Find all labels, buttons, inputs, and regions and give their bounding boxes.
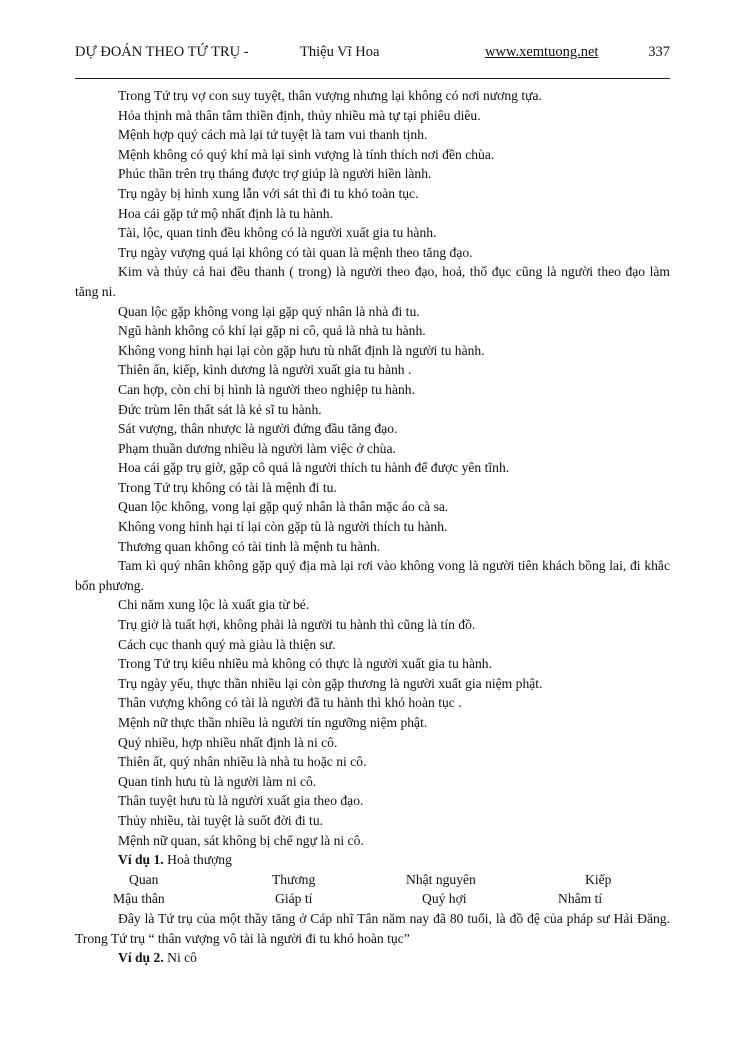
example-1-note: Đây là Tứ trụ của một thầy tăng ở Cáp nhĩ Tân năm nay đã 80 tuổi, là đồ đệ của pháp sư Hải Đăng. Trong Tứ trụ “ thân vượng vô tài là người đi tu khó hoàn tục” — [75, 910, 670, 946]
paragraph: Thiên ấn, kiếp, kình dương là người xuất gia tu hành . — [118, 362, 412, 378]
paragraph: Mệnh hợp quý cách mà lại tứ tuyệt là tam vui thanh tịnh. — [118, 127, 428, 143]
paragraph: Hoa cái gặp tứ mộ nhất định là tu hành. — [118, 205, 333, 221]
example-2-subject: Ni cô — [167, 950, 197, 966]
paragraph: Trụ ngày yếu, thực thần nhiều lại còn gặp thương là người xuất gia niệm phật. — [118, 675, 543, 691]
paragraph: Quan tinh hưu tù là người làm ni cô. — [118, 773, 317, 789]
header-book-title: DỰ ĐOÁN THEO TỨ TRỤ - — [75, 44, 249, 60]
page-number: 337 — [648, 44, 670, 60]
pillar-row-top — [75, 870, 670, 890]
paragraph-list — [75, 86, 670, 850]
example-1-subject: Hoà thượng — [167, 852, 232, 868]
paragraph: Trụ giờ là tuất hợi, không phải là người tu hành thì cũng là tín đồ. — [118, 617, 476, 633]
paragraph: Quý nhiều, hợp nhiều nhất định là ni cô. — [118, 734, 338, 750]
example-2-label: Ví dụ 2. — [118, 950, 164, 966]
header-divider — [75, 78, 670, 79]
paragraph: Không vong hình hại tí lại còn gặp tù là người thích tu hành. — [118, 519, 448, 535]
page-body — [75, 86, 670, 968]
paragraph: Đức trùm lên thất sát là kẻ sĩ tu hành. — [118, 401, 322, 417]
paragraph: Tài, lộc, quan tinh đều không có là người xuất gia tu hành. — [118, 225, 437, 241]
header-url-link[interactable]: www.xemtuong.net — [485, 44, 599, 60]
paragraph: Kim và thủy cả hai đều thanh ( trong) là người theo đạo, hoả, thổ đục cũng là người theo đạo làm tăng ni. — [75, 264, 670, 299]
paragraph: Trong Tứ trụ không có tài là mệnh đi tu. — [118, 479, 337, 495]
paragraph: Hỏa thịnh mà thân tâm thiền định, thủy nhiều mà tự tại phiêu diêu. — [118, 107, 481, 123]
pillar-bottom-day: Quý hợi — [422, 891, 467, 907]
paragraph: Thân vượng không có tài là người đã tu hành thì khó hoàn tục . — [118, 695, 462, 711]
paragraph: Trụ ngày vượng quá lại không có tài quan là mệnh theo tăng đạo. — [118, 244, 473, 260]
paragraph: Thiên ất, quý nhân nhiều là nhà tu hoặc ni cô. — [118, 754, 367, 770]
pillar-top-hour: Kiếp — [585, 871, 612, 887]
pillar-top-month: Thương — [272, 871, 316, 887]
example-2-heading — [75, 948, 670, 968]
paragraph: Ngũ hành không có khí lại gặp ni cô, quả là nhà tu hành. — [118, 323, 426, 339]
paragraph: Can hợp, còn chi bị hình là người theo nghiệp tu hành. — [118, 381, 415, 397]
paragraph: Trong Tứ trụ vợ con suy tuyệt, thân vượng nhưng lại không có nơi nương tựa. — [118, 88, 542, 103]
paragraph: Quan lộc gặp không vong lại gặp quý nhân là nhà đi tu. — [118, 303, 420, 319]
header-author: Thiệu Vĩ Hoa — [300, 44, 380, 60]
paragraph: Tam kì quý nhân không gặp quý địa mà lại rơi vào không vong là người tiên khách bồng lai, đi khắc bốn phương. — [75, 558, 670, 593]
pillar-row-bottom — [75, 889, 670, 909]
paragraph: Phúc thần trên trụ tháng được trợ giúp là người hiền lành. — [118, 166, 432, 182]
paragraph: Sát vượng, thân nhược là người đứng đầu tăng đạo. — [118, 421, 398, 437]
paragraph: Thủy nhiều, tài tuyệt là suốt đời đi tu. — [118, 812, 324, 828]
paragraph: Không vong hình hại lại còn gặp hưu tù nhất định là người tu hành. — [118, 342, 485, 358]
example-1-label: Ví dụ 1. — [118, 852, 164, 868]
paragraph: Cách cục thanh quý mà giàu là thiện sư. — [118, 636, 336, 652]
example-1-heading — [75, 850, 670, 870]
pillar-bottom-hour: Nhâm tí — [558, 891, 603, 907]
pillar-bottom-month: Giáp tí — [275, 891, 313, 907]
paragraph: Thân tuyệt hưu tù là người xuất gia theo đạo. — [118, 793, 364, 809]
pillar-bottom-year: Mậu thân — [113, 891, 165, 907]
paragraph: Hoa cái gặp trụ giờ, gặp cô quả là người thích tu hành để được yên tĩnh. — [118, 460, 510, 476]
paragraph: Chi năm xung lộc là xuất gia từ bé. — [118, 597, 310, 613]
paragraph: Phạm thuần dương nhiều là người làm việc ở chùa. — [118, 440, 396, 456]
paragraph: Trong Tứ trụ kiêu nhiều mà không có thực là người xuất gia tu hành. — [118, 656, 492, 672]
paragraph: Mệnh nữ quan, sát không bị chế ngự là ni cô. — [118, 832, 364, 848]
paragraph: Quan lộc không, vong lại gặp quý nhân là thân mặc áo cà sa. — [118, 499, 449, 515]
paragraph: Thương quan không có tài tinh là mệnh tu hành. — [118, 538, 381, 554]
page-header — [75, 44, 670, 66]
pillar-top-day: Nhật nguyên — [406, 871, 476, 887]
paragraph: Mệnh không có quý khí mà lại sinh vượng là tính thích nơi đền chùa. — [118, 146, 495, 162]
paragraph: Trụ ngày bị hình xung lẫn với sát thì đi tu khó toàn tục. — [118, 185, 419, 201]
paragraph: Mệnh nữ thực thần nhiều là người tín ngưỡng niệm phật. — [118, 715, 428, 730]
pillar-top-year: Quan — [129, 871, 159, 887]
